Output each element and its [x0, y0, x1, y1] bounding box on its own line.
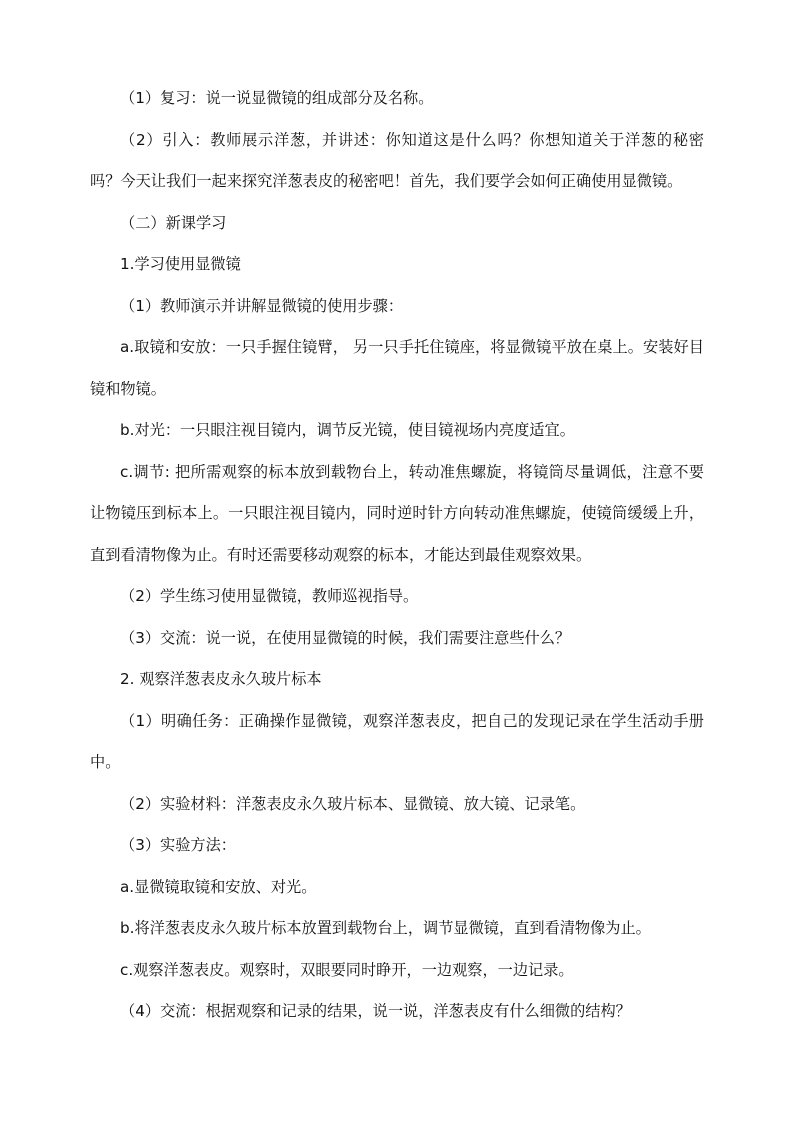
method-heading-paragraph: （3）实验方法：	[120, 836, 236, 854]
method-c-paragraph: c.观察洋葱表皮。观察时，双眼要同时睁开，一边观察，一边记录。	[120, 960, 574, 979]
step-c-paragraph: c.调节: 把所需观察的标本放到载物台上，转动准焦螺旋，将镜筒尽量调低，注意不要让物镜压到标本上。一只眼注视目镜内，同时逆时针方向转动准焦螺旋，使镜筒缓缓上升，直到看清物像为止。有时还需要移动观察的标本，才能达到最佳观察效果。	[90, 462, 704, 564]
task-paragraph: （1）明确任务：正确操作显微镜，观察洋葱表皮，把自己的发现记录在学生活动手册中。	[90, 711, 704, 771]
method-a-paragraph: a.显微镜取镜和安放、对光。	[120, 877, 317, 896]
step-b-paragraph: b.对光：一只眼注视目镜内，调节反光镜，使目镜视场内亮度适宜。	[120, 421, 575, 439]
materials-paragraph: （2）实验材料：洋葱表皮永久玻片标本、显微镜、放大镜、记录笔。	[120, 794, 586, 813]
subheading-use-microscope: 1.学习使用显微镜	[120, 255, 241, 273]
final-discussion-paragraph: （4）交流：根据观察和记录的结果，说一说，洋葱表皮有什么细微的结构？	[120, 1002, 631, 1020]
subheading-observe-onion: 2. 观察洋葱表皮永久玻片标本	[120, 670, 322, 688]
step-a-paragraph: a.取镜和安放：一只手握住镜臂， 另一只手托住镜座，将显微镜平放在桌上。安装好目镜和物镜。	[90, 338, 704, 398]
document-page	[90, 78, 704, 1033]
section-heading-new-lesson: （二）新课学习	[120, 213, 227, 232]
teacher-demo-paragraph: （1）教师演示并讲解显微镜的使用步骤：	[120, 296, 404, 315]
student-practice-paragraph: （2）学生练习使用显微镜，教师巡视指导。	[120, 587, 419, 605]
method-b-paragraph: b.将洋葱表皮永久玻片标本放置到载物台上，调节显微镜，直到看清物像为止。	[120, 919, 651, 937]
intro-paragraph: （2）引入：教师展示洋葱，并讲述：你知道这是什么吗？你想知道关于洋葱的秘密吗？今天让我们一起来探究洋葱表皮的秘密吧！首先，我们要学会如何正确使用显微镜。	[90, 130, 704, 190]
discussion-paragraph: （3）交流：说一说，在使用显微镜的时候，我们需要注意些什么？	[120, 628, 571, 647]
review-paragraph: （1）复习：说一说显微镜的组成部分及名称。	[120, 89, 434, 107]
